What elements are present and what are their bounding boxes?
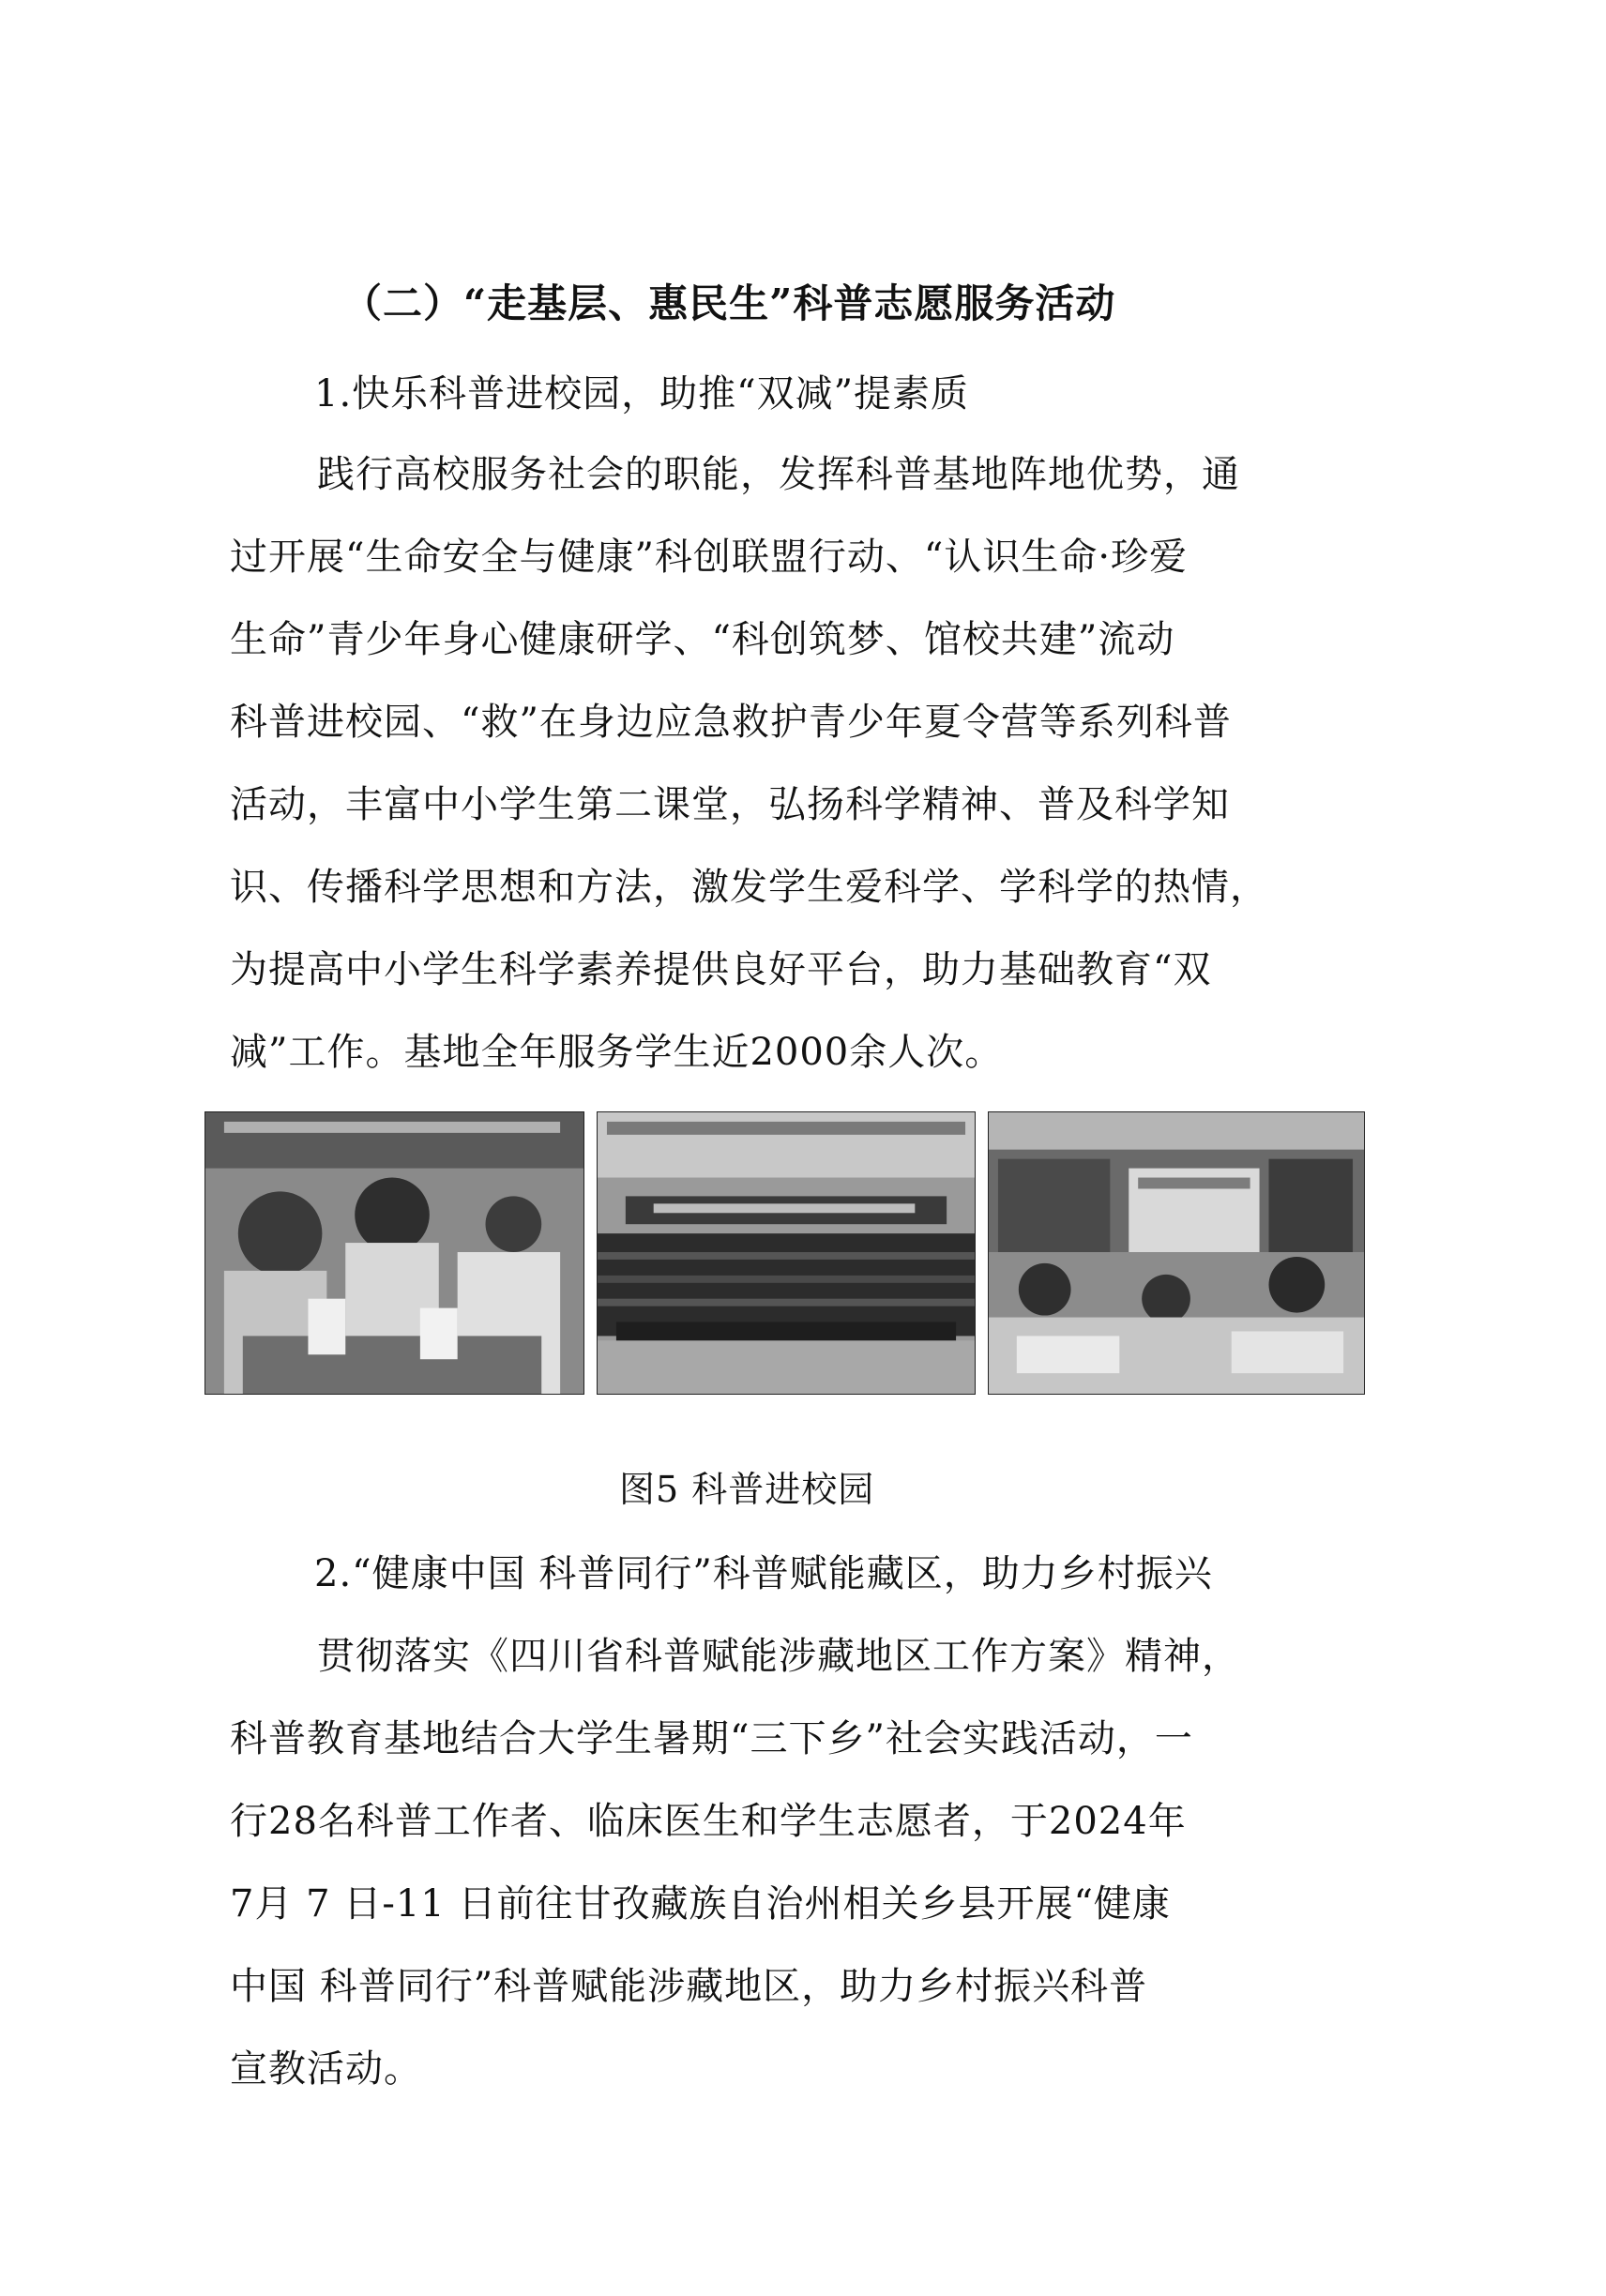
paragraph-line: 贯彻落实《四川省科普赋能涉藏地区工作方案》精神， [317,1635,1240,1678]
photo-students-experiment [205,1111,584,1395]
item1-heading: 1.快乐科普进校园，助推“双减”提素质 [314,372,970,415]
paragraph-line: 为提高中小学生科学素养提供良好平台，助力基础教育“双 [230,948,1212,991]
paragraph-line: 7月 7 日-11 日前往甘孜藏族自治州相关乡县开展“健康 [230,1882,1171,1926]
photo-classroom [988,1111,1365,1395]
paragraph-line: 行28名科普工作者、临床医生和学生志愿者，于2024年 [230,1800,1187,1843]
paragraph-line: 生命”青少年身心健康研学、“科创筑梦、馆校共建”流动 [230,618,1175,661]
paragraph-line: 科普进校园、“救”在身边应急救护青少年夏令营等系列科普 [230,701,1232,744]
paragraph-line: 活动，丰富中小学生第二课堂，弘扬科学精神、普及科学知 [230,783,1230,826]
paragraph-line: 践行高校服务社会的职能，发挥科普基地阵地优势，通 [317,453,1240,496]
item2-heading: 2.“健康中国 科普同行”科普赋能藏区，助力乡村振兴 [314,1552,1213,1595]
photo-assembly-hall [597,1111,976,1395]
paragraph-line: 科普教育基地结合大学生暑期“三下乡”社会实践活动，一 [230,1717,1193,1760]
paragraph-line: 宣教活动。 [230,2047,422,2091]
paragraph-line: 识、传播科学思想和方法，激发学生爱科学、学科学的热情， [230,866,1268,909]
section-heading: （二）“走基层、惠民生”科普志愿服务活动 [342,280,1116,326]
paragraph-line: 减”工作。基地全年服务学生近2000余人次。 [230,1031,1004,1074]
paragraph-line: 中国 科普同行”科普赋能涉藏地区，助力乡村振兴科普 [230,1965,1148,2008]
paragraph-line: 过开展“生命安全与健康”科创联盟行动、“认识生命·珍爱 [230,536,1189,579]
figure-caption: 图5 科普进校园 [619,1469,875,1510]
